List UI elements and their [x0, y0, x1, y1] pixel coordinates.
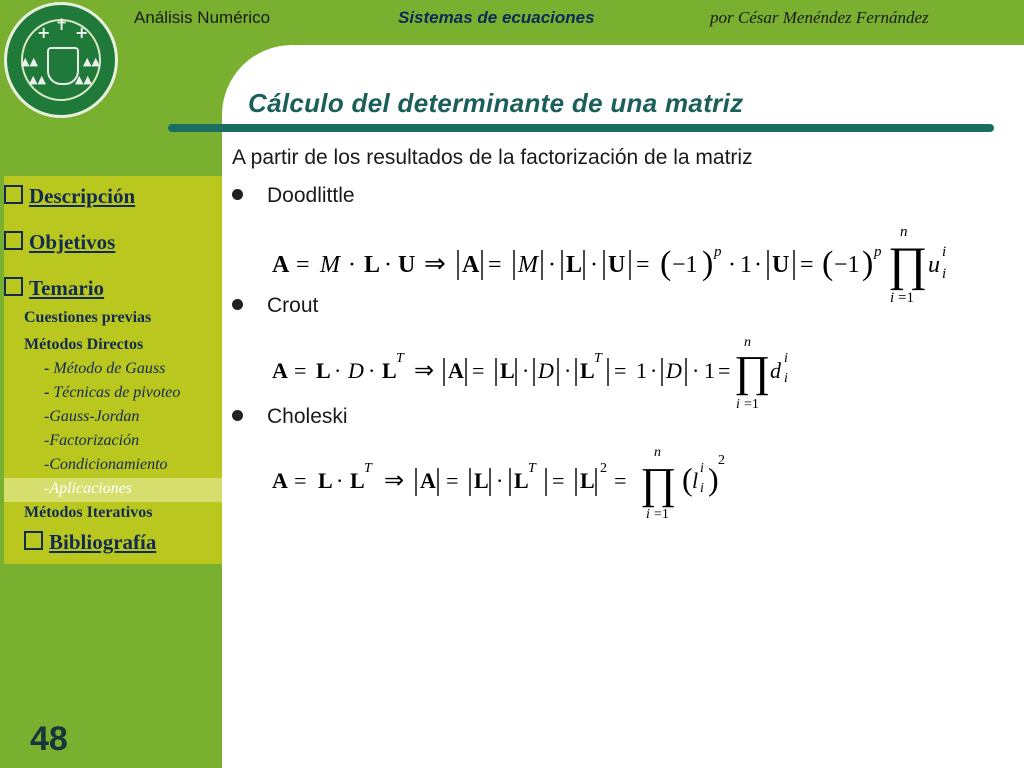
svg-text:L: L: [382, 358, 397, 383]
svg-text:M: M: [320, 252, 340, 278]
svg-text:L: L: [364, 252, 381, 278]
svg-text:U: U: [772, 252, 790, 278]
nav-link-objetivos[interactable]: Objetivos: [4, 230, 115, 255]
svg-text:T: T: [396, 351, 404, 366]
bullet-choleski: Choleski: [232, 405, 348, 429]
nav-item-cuestiones[interactable]: Cuestiones previas: [24, 309, 152, 326]
checkbox-icon: [4, 277, 23, 296]
svg-text:2: 2: [718, 453, 725, 468]
svg-text:=1: =1: [898, 290, 914, 306]
title-underline: [168, 124, 994, 132]
university-seal-icon: + + ✝ ▲▲ ▲▲ ▲▲ ▲▲: [4, 2, 118, 118]
svg-text:·: ·: [522, 358, 530, 383]
bullet-crout: Crout: [232, 294, 318, 318]
svg-text:n: n: [900, 224, 908, 240]
svg-text:(: (: [660, 245, 672, 282]
svg-text:i: i: [942, 266, 947, 282]
svg-text:A: A: [272, 358, 288, 383]
svg-text:=: =: [294, 358, 307, 383]
svg-text:=: =: [294, 468, 307, 493]
svg-text:=: =: [800, 252, 814, 278]
svg-text:A: A: [272, 468, 288, 493]
svg-text:∏: ∏: [888, 238, 928, 291]
svg-text:n: n: [744, 335, 751, 350]
svg-text:·: ·: [548, 252, 556, 278]
nav-item-metodos-directos[interactable]: Métodos Directos: [24, 336, 144, 353]
svg-text:): ): [702, 245, 714, 282]
sidebar-nav: [4, 176, 222, 564]
svg-text:=: =: [636, 252, 650, 278]
svg-text:L: L: [500, 358, 515, 383]
svg-text:·: ·: [348, 252, 356, 278]
svg-text:p: p: [714, 244, 722, 260]
formula-doolittle: [268, 222, 958, 314]
svg-text:⇒: ⇒: [424, 249, 446, 278]
svg-text:·: ·: [384, 252, 392, 278]
svg-text:=: =: [614, 358, 627, 383]
svg-text:=1: =1: [654, 507, 669, 522]
svg-text:i: i: [942, 244, 947, 260]
svg-text:=: =: [552, 468, 565, 493]
svg-text:=: =: [614, 468, 627, 493]
nav-item-condicionamiento[interactable]: -Condicionamiento: [44, 456, 168, 473]
svg-text:·: ·: [650, 358, 658, 383]
svg-text:·: ·: [590, 252, 598, 278]
svg-text:L: L: [566, 252, 583, 278]
svg-text:i: i: [700, 481, 704, 496]
svg-text:A: A: [448, 358, 464, 383]
svg-text:T: T: [594, 351, 602, 366]
svg-text:A: A: [420, 468, 436, 493]
svg-text:A: A: [462, 252, 480, 278]
svg-text:U: U: [398, 252, 416, 278]
svg-text:i: i: [646, 507, 650, 522]
svg-text:=: =: [446, 468, 459, 493]
bullet-doodlittle: Doodlittle: [232, 184, 355, 208]
svg-text:n: n: [654, 445, 661, 460]
svg-text:p: p: [874, 244, 882, 260]
slide-title: Cálculo del determinante de una matriz: [248, 88, 744, 118]
svg-text:i: i: [890, 290, 895, 306]
svg-text:·: ·: [754, 252, 762, 278]
checkbox-icon: [4, 185, 23, 204]
svg-text:d: d: [770, 358, 781, 383]
svg-text:L: L: [580, 358, 595, 383]
nav-link-descripcion[interactable]: Descripción: [4, 184, 135, 209]
bullet-dot-icon: [232, 299, 243, 310]
svg-text:T: T: [528, 461, 536, 476]
svg-text:l: l: [692, 468, 699, 493]
svg-text:·: ·: [334, 358, 342, 383]
course-title: Análisis Numérico: [134, 8, 271, 27]
svg-text:i: i: [784, 371, 788, 386]
nav-link-bibliografia[interactable]: Bibliografía: [24, 530, 156, 555]
svg-text:(: (: [682, 461, 693, 497]
svg-text:=: =: [488, 252, 502, 278]
checkbox-icon: [24, 531, 43, 550]
svg-text:i: i: [784, 351, 788, 366]
svg-text:L: L: [316, 358, 331, 383]
author-credit: por César Menéndez Fernández: [710, 8, 929, 27]
svg-text:1: 1: [704, 358, 715, 383]
intro-text: A partir de los resultados de la factorización de la matriz: [232, 146, 753, 169]
svg-text:i: i: [736, 397, 740, 412]
svg-text:1: 1: [636, 358, 647, 383]
svg-text:): ): [708, 461, 719, 497]
svg-text:u: u: [928, 252, 940, 278]
nav-item-metodo-gauss[interactable]: - Método de Gauss: [44, 360, 166, 377]
svg-text:2: 2: [600, 461, 607, 476]
svg-text:·: ·: [368, 358, 376, 383]
svg-text:·: ·: [728, 252, 736, 278]
svg-text:(: (: [822, 245, 834, 282]
svg-text:·: ·: [336, 468, 344, 493]
svg-text:=: =: [472, 358, 485, 383]
svg-text:=1: =1: [744, 397, 759, 412]
svg-text:D: D: [348, 358, 364, 383]
svg-text:·: ·: [692, 358, 700, 383]
svg-text:U: U: [608, 252, 626, 278]
bullet-dot-icon: [232, 189, 243, 200]
nav-link-temario[interactable]: Temario: [4, 276, 104, 301]
svg-text:1: 1: [740, 252, 752, 278]
svg-text:L: L: [514, 468, 529, 493]
svg-text:D: D: [666, 358, 682, 383]
nav-item-aplicaciones[interactable]: -Aplicaciones: [44, 480, 132, 497]
svg-text:): ): [862, 245, 874, 282]
formula-choleski: [268, 440, 748, 526]
svg-text:·: ·: [496, 468, 504, 493]
svg-text:L: L: [580, 468, 595, 493]
svg-text:−1: −1: [834, 252, 860, 278]
nav-item-factorizacion[interactable]: -Factorización: [44, 432, 140, 449]
svg-text:⇒: ⇒: [384, 468, 405, 494]
nav-item-tecnicas-pivoteo[interactable]: - Técnicas de pivoteo: [44, 384, 181, 401]
svg-text:∏: ∏: [640, 459, 677, 508]
checkbox-icon: [4, 231, 23, 250]
svg-text:=: =: [718, 358, 731, 383]
svg-text:⇒: ⇒: [414, 358, 435, 384]
svg-text:−1: −1: [672, 252, 698, 278]
svg-text:·: ·: [564, 358, 572, 383]
nav-item-metodos-iterativos[interactable]: Métodos Iterativos: [24, 504, 153, 521]
svg-text:=: =: [296, 252, 310, 278]
svg-text:T: T: [364, 461, 372, 476]
topic-title: Sistemas de ecuaciones: [398, 8, 595, 27]
svg-text:M: M: [518, 252, 538, 278]
svg-text:i: i: [700, 461, 704, 476]
page-number: 48: [30, 720, 68, 758]
svg-text:D: D: [538, 358, 554, 383]
svg-text:A: A: [272, 252, 290, 278]
bullet-dot-icon: [232, 410, 243, 421]
svg-text:L: L: [350, 468, 365, 493]
svg-text:∏: ∏: [734, 347, 771, 396]
svg-text:L: L: [474, 468, 489, 493]
formula-crout: [268, 332, 808, 418]
nav-item-gauss-jordan[interactable]: -Gauss-Jordan: [44, 408, 140, 425]
svg-text:L: L: [318, 468, 333, 493]
